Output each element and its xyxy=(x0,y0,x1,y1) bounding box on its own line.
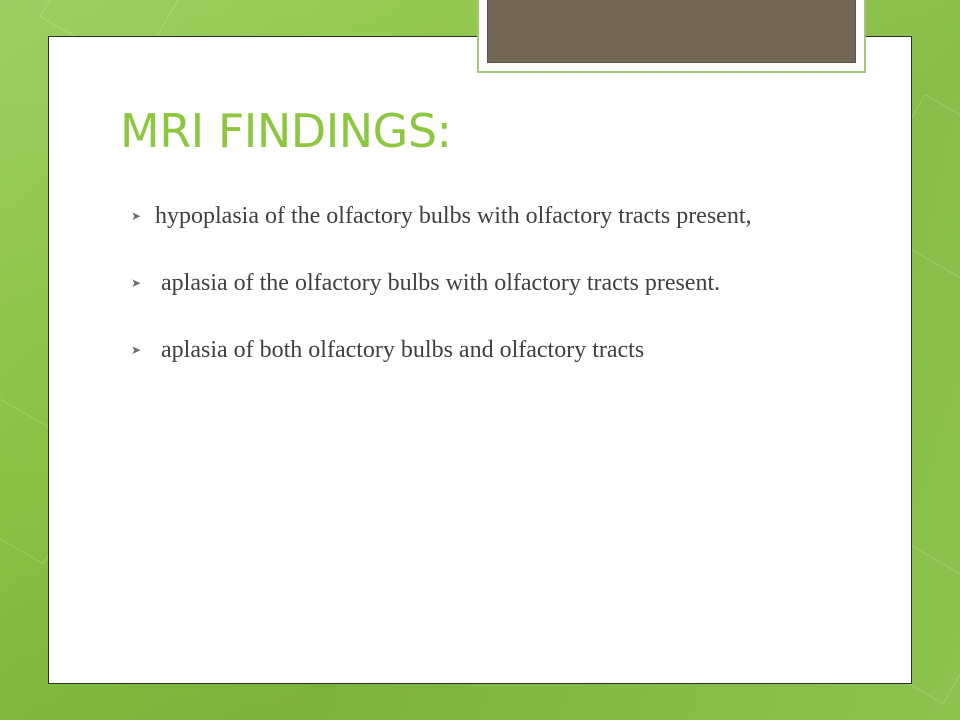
bullet-list xyxy=(130,190,812,377)
bullet-text: aplasia of the olfactory bulbs with olfactory tracts present. xyxy=(155,270,721,296)
bullet-text: hypoplasia of the olfactory bulbs with olfactory tracts present, xyxy=(155,203,752,229)
bullet-item xyxy=(130,324,812,377)
decorative-tab xyxy=(487,0,856,63)
slide-title: MRI FINDINGS: xyxy=(120,104,452,158)
bullet-text: aplasia of both olfactory bulbs and olfactory tracts xyxy=(155,337,645,363)
bullet-item xyxy=(130,257,812,310)
arrow-right-bullet-icon: ➤ xyxy=(131,343,142,357)
arrow-right-bullet-icon: ➤ xyxy=(131,276,142,290)
bullet-item xyxy=(130,190,812,243)
arrow-right-bullet-icon: ➤ xyxy=(131,209,142,223)
